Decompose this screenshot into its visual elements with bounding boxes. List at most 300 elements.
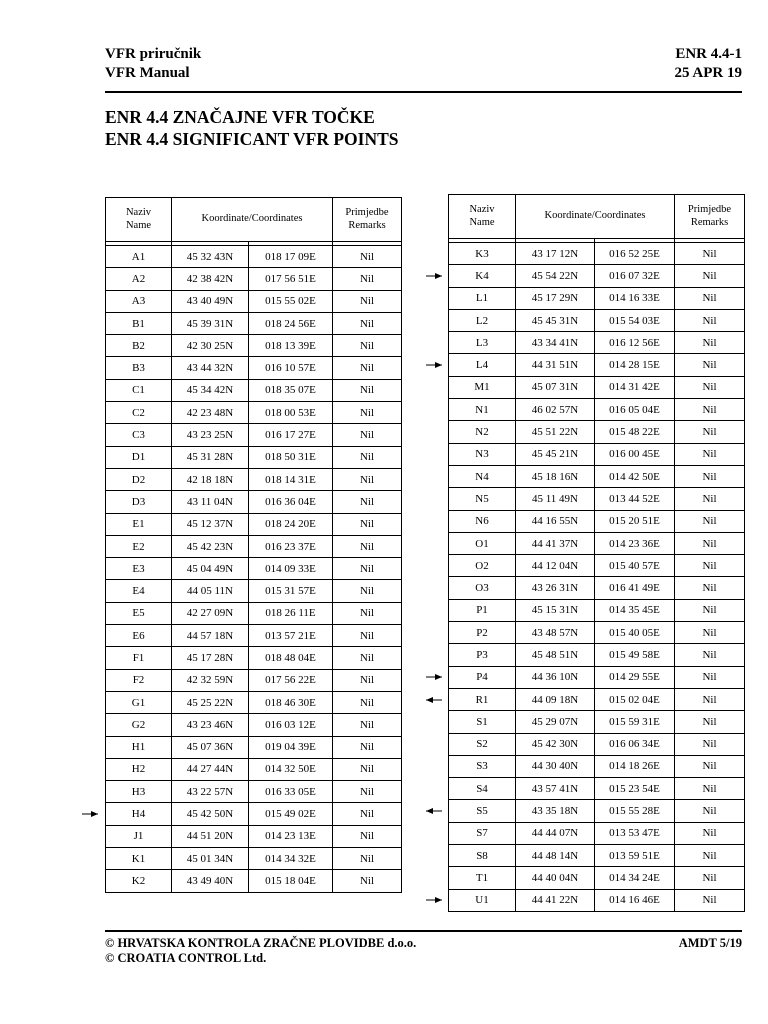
remarks-column-header: Primjedbe Remarks	[675, 195, 745, 239]
latitude-cell: 45 18 16N	[516, 465, 595, 487]
issue-date: 25 APR 19	[674, 65, 742, 81]
table-row	[106, 535, 402, 557]
latitude-cell: 43 23 25N	[172, 424, 249, 446]
point-name-cell: E3	[106, 558, 172, 580]
remarks-column-header: Primjedbe Remarks	[333, 198, 402, 242]
vfr-points-table-left	[105, 197, 402, 893]
point-name-cell: B3	[106, 357, 172, 379]
remark-cell: Nil	[333, 268, 402, 290]
point-name-cell: T1	[449, 867, 516, 889]
table-row	[106, 468, 402, 490]
point-name-cell: S3	[449, 755, 516, 777]
point-name-cell: N3	[449, 443, 516, 465]
longitude-cell: 015 20 51E	[595, 510, 675, 532]
remark-cell: Nil	[333, 468, 402, 490]
latitude-cell: 45 51 22N	[516, 421, 595, 443]
remark-cell: Nil	[333, 491, 402, 513]
table-row	[449, 510, 745, 532]
point-name-cell: N6	[449, 510, 516, 532]
point-name-cell: E4	[106, 580, 172, 602]
table-row	[449, 711, 745, 733]
remark-cell: Nil	[333, 312, 402, 334]
latitude-cell: 44 30 40N	[516, 755, 595, 777]
remark-cell: Nil	[675, 845, 745, 867]
amendment-number: AMDT 5/19	[678, 936, 742, 950]
point-name-cell: P1	[449, 599, 516, 621]
remark-cell: Nil	[333, 870, 402, 892]
longitude-cell: 014 09 33E	[249, 558, 333, 580]
remark-cell: Nil	[675, 488, 745, 510]
latitude-cell: 45 34 42N	[172, 379, 249, 401]
longitude-cell: 016 41 49E	[595, 577, 675, 599]
point-name-cell: H2	[106, 758, 172, 780]
longitude-cell: 016 07 32E	[595, 265, 675, 287]
table-header-row	[449, 195, 745, 239]
latitude-cell: 45 31 28N	[172, 446, 249, 468]
table-row	[449, 622, 745, 644]
point-name-cell: J1	[106, 825, 172, 847]
page-number: ENR 4.4-1	[675, 46, 742, 62]
table-row	[106, 625, 402, 647]
longitude-cell: 015 59 31E	[595, 711, 675, 733]
longitude-cell: 018 50 31E	[249, 446, 333, 468]
latitude-cell: 43 26 31N	[516, 577, 595, 599]
remark-cell: Nil	[333, 758, 402, 780]
table-row	[106, 357, 402, 379]
remark-cell: Nil	[675, 599, 745, 621]
point-name-cell: L2	[449, 309, 516, 331]
longitude-cell: 016 17 27E	[249, 424, 333, 446]
latitude-cell: 44 36 10N	[516, 666, 595, 688]
remark-cell: Nil	[675, 577, 745, 599]
remark-cell: Nil	[675, 666, 745, 688]
remark-cell: Nil	[675, 443, 745, 465]
longitude-cell: 014 31 42E	[595, 376, 675, 398]
latitude-cell: 44 41 37N	[516, 532, 595, 554]
longitude-cell: 018 13 39E	[249, 335, 333, 357]
point-name-cell: G2	[106, 714, 172, 736]
point-name-cell: B2	[106, 335, 172, 357]
point-name-cell: D1	[106, 446, 172, 468]
name-column-header: Naziv Name	[449, 195, 516, 239]
latitude-cell: 44 09 18N	[516, 688, 595, 710]
remark-cell: Nil	[675, 822, 745, 844]
latitude-cell: 42 32 59N	[172, 669, 249, 691]
name-column-header: Naziv Name	[106, 198, 172, 242]
table-row	[449, 354, 745, 376]
table-row	[106, 848, 402, 870]
table-row	[449, 399, 745, 421]
point-name-cell: O2	[449, 555, 516, 577]
latitude-cell: 42 27 09N	[172, 602, 249, 624]
longitude-cell: 018 14 31E	[249, 468, 333, 490]
point-name-cell: S7	[449, 822, 516, 844]
remark-cell: Nil	[333, 357, 402, 379]
change-marker-arrow-icon	[82, 810, 98, 818]
point-name-cell: F1	[106, 647, 172, 669]
remark-cell: Nil	[333, 781, 402, 803]
header-left	[105, 45, 201, 83]
point-name-cell: K2	[106, 870, 172, 892]
longitude-cell: 014 23 13E	[249, 825, 333, 847]
table-row	[449, 332, 745, 354]
point-name-cell: R1	[449, 688, 516, 710]
latitude-cell: 45 12 37N	[172, 513, 249, 535]
table-row	[106, 825, 402, 847]
latitude-cell: 45 45 31N	[516, 309, 595, 331]
remark-cell: Nil	[675, 800, 745, 822]
remark-cell: Nil	[333, 669, 402, 691]
point-name-cell: O3	[449, 577, 516, 599]
point-name-cell: C1	[106, 379, 172, 401]
copyright-en: © CROATIA CONTROL Ltd.	[105, 951, 267, 965]
longitude-cell: 013 59 51E	[595, 845, 675, 867]
table-row	[449, 555, 745, 577]
coordinates-column-header: Koordinate/Coordinates	[516, 195, 675, 239]
latitude-cell: 43 35 18N	[516, 800, 595, 822]
latitude-cell: 45 25 22N	[172, 691, 249, 713]
latitude-cell: 43 57 41N	[516, 778, 595, 800]
header-right	[675, 45, 743, 83]
coordinates-column-header: Koordinate/Coordinates	[172, 198, 333, 242]
point-name-cell: P2	[449, 622, 516, 644]
section-title-en: ENR 4.4 SIGNIFICANT VFR POINTS	[105, 129, 399, 149]
remark-cell: Nil	[333, 625, 402, 647]
remark-cell: Nil	[675, 465, 745, 487]
remark-cell: Nil	[675, 622, 745, 644]
table-row	[449, 532, 745, 554]
remark-cell: Nil	[333, 402, 402, 424]
longitude-cell: 015 55 02E	[249, 290, 333, 312]
table-row	[106, 602, 402, 624]
longitude-cell: 017 56 22E	[249, 669, 333, 691]
longitude-cell: 015 31 57E	[249, 580, 333, 602]
latitude-cell: 45 07 31N	[516, 376, 595, 398]
latitude-cell: 45 07 36N	[172, 736, 249, 758]
remark-cell: Nil	[333, 647, 402, 669]
table-row	[106, 714, 402, 736]
point-name-cell: H1	[106, 736, 172, 758]
remark-cell: Nil	[333, 580, 402, 602]
point-name-cell: H4	[106, 803, 172, 825]
latitude-cell: 45 17 29N	[516, 287, 595, 309]
remark-cell: Nil	[675, 287, 745, 309]
table-row	[449, 845, 745, 867]
latitude-cell: 44 27 44N	[172, 758, 249, 780]
point-name-cell: K3	[449, 243, 516, 265]
longitude-cell: 017 56 51E	[249, 268, 333, 290]
latitude-cell: 45 29 07N	[516, 711, 595, 733]
table-row	[106, 312, 402, 334]
table-row	[106, 781, 402, 803]
remark-cell: Nil	[333, 803, 402, 825]
change-marker-arrow-icon	[426, 696, 442, 704]
point-name-cell: G1	[106, 691, 172, 713]
table-row	[106, 335, 402, 357]
latitude-cell: 43 23 46N	[172, 714, 249, 736]
point-name-cell: D2	[106, 468, 172, 490]
point-name-cell: A3	[106, 290, 172, 312]
latitude-cell: 43 44 32N	[172, 357, 249, 379]
longitude-cell: 016 33 05E	[249, 781, 333, 803]
point-name-cell: B1	[106, 312, 172, 334]
longitude-cell: 016 05 04E	[595, 399, 675, 421]
remark-cell: Nil	[675, 243, 745, 265]
footer-copyright	[105, 936, 416, 966]
remark-cell: Nil	[675, 354, 745, 376]
longitude-cell: 016 06 34E	[595, 733, 675, 755]
longitude-cell: 016 12 56E	[595, 332, 675, 354]
table-row	[449, 889, 745, 911]
point-name-cell: P3	[449, 644, 516, 666]
remark-cell: Nil	[333, 848, 402, 870]
remark-cell: Nil	[675, 510, 745, 532]
remark-cell: Nil	[675, 332, 745, 354]
header-rule	[105, 91, 742, 93]
longitude-cell: 015 49 58E	[595, 644, 675, 666]
longitude-cell: 018 26 11E	[249, 602, 333, 624]
longitude-cell: 016 36 04E	[249, 491, 333, 513]
remark-cell: Nil	[675, 733, 745, 755]
latitude-cell: 43 22 57N	[172, 781, 249, 803]
point-name-cell: N4	[449, 465, 516, 487]
longitude-cell: 015 48 22E	[595, 421, 675, 443]
point-name-cell: N5	[449, 488, 516, 510]
remark-cell: Nil	[675, 421, 745, 443]
latitude-cell: 44 05 11N	[172, 580, 249, 602]
point-name-cell: E1	[106, 513, 172, 535]
table-row	[106, 736, 402, 758]
longitude-cell: 015 40 05E	[595, 622, 675, 644]
point-name-cell: S8	[449, 845, 516, 867]
latitude-cell: 42 38 42N	[172, 268, 249, 290]
point-name-cell: L1	[449, 287, 516, 309]
longitude-cell: 014 42 50E	[595, 465, 675, 487]
latitude-cell: 42 30 25N	[172, 335, 249, 357]
remark-cell: Nil	[675, 889, 745, 911]
remark-cell: Nil	[675, 688, 745, 710]
remark-cell: Nil	[333, 246, 402, 268]
longitude-cell: 016 10 57E	[249, 357, 333, 379]
longitude-cell: 018 17 09E	[249, 246, 333, 268]
longitude-cell: 015 02 04E	[595, 688, 675, 710]
latitude-cell: 45 17 28N	[172, 647, 249, 669]
remark-cell: Nil	[333, 558, 402, 580]
table-row	[449, 599, 745, 621]
latitude-cell: 43 34 41N	[516, 332, 595, 354]
table-row	[106, 558, 402, 580]
table-row	[449, 733, 745, 755]
latitude-cell: 44 48 14N	[516, 845, 595, 867]
longitude-cell: 018 24 20E	[249, 513, 333, 535]
latitude-cell: 45 45 21N	[516, 443, 595, 465]
table-row	[106, 647, 402, 669]
point-name-cell: A1	[106, 246, 172, 268]
latitude-cell: 45 15 31N	[516, 599, 595, 621]
section-title	[105, 106, 399, 150]
table-row	[449, 488, 745, 510]
table-row	[449, 443, 745, 465]
table-row	[449, 265, 745, 287]
longitude-cell: 015 55 28E	[595, 800, 675, 822]
remark-cell: Nil	[333, 691, 402, 713]
longitude-cell: 018 35 07E	[249, 379, 333, 401]
latitude-cell: 46 02 57N	[516, 399, 595, 421]
remark-cell: Nil	[333, 602, 402, 624]
latitude-cell: 45 11 49N	[516, 488, 595, 510]
longitude-cell: 016 23 37E	[249, 535, 333, 557]
longitude-cell: 015 54 03E	[595, 309, 675, 331]
point-name-cell: F2	[106, 669, 172, 691]
remark-cell: Nil	[333, 714, 402, 736]
longitude-cell: 018 24 56E	[249, 312, 333, 334]
table-row	[106, 379, 402, 401]
latitude-cell: 45 32 43N	[172, 246, 249, 268]
longitude-cell: 013 44 52E	[595, 488, 675, 510]
remark-cell: Nil	[675, 555, 745, 577]
table-row	[106, 513, 402, 535]
table-row	[449, 778, 745, 800]
remark-cell: Nil	[333, 825, 402, 847]
point-name-cell: S1	[449, 711, 516, 733]
point-name-cell: L4	[449, 354, 516, 376]
remark-cell: Nil	[675, 867, 745, 889]
remark-cell: Nil	[675, 532, 745, 554]
longitude-cell: 014 34 24E	[595, 867, 675, 889]
latitude-cell: 44 31 51N	[516, 354, 595, 376]
remark-cell: Nil	[333, 446, 402, 468]
manual-title-en: VFR Manual	[105, 65, 190, 81]
latitude-cell: 44 41 22N	[516, 889, 595, 911]
point-name-cell: O1	[449, 532, 516, 554]
longitude-cell: 014 23 36E	[595, 532, 675, 554]
table-row	[106, 870, 402, 892]
longitude-cell: 013 53 47E	[595, 822, 675, 844]
table-row	[449, 800, 745, 822]
remark-cell: Nil	[675, 265, 745, 287]
table-row	[106, 669, 402, 691]
latitude-cell: 45 42 30N	[516, 733, 595, 755]
longitude-cell: 014 35 45E	[595, 599, 675, 621]
latitude-cell: 44 44 07N	[516, 822, 595, 844]
longitude-cell: 013 57 21E	[249, 625, 333, 647]
longitude-cell: 019 04 39E	[249, 736, 333, 758]
table-row	[449, 688, 745, 710]
longitude-cell: 014 29 55E	[595, 666, 675, 688]
longitude-cell: 018 46 30E	[249, 691, 333, 713]
longitude-cell: 014 18 26E	[595, 755, 675, 777]
latitude-cell: 45 48 51N	[516, 644, 595, 666]
latitude-cell: 43 11 04N	[172, 491, 249, 513]
table-row	[106, 402, 402, 424]
remark-cell: Nil	[675, 309, 745, 331]
latitude-cell: 45 04 49N	[172, 558, 249, 580]
table-row	[449, 309, 745, 331]
longitude-cell: 015 23 54E	[595, 778, 675, 800]
latitude-cell: 43 40 49N	[172, 290, 249, 312]
latitude-cell: 43 48 57N	[516, 622, 595, 644]
point-name-cell: S4	[449, 778, 516, 800]
remark-cell: Nil	[333, 535, 402, 557]
point-name-cell: L3	[449, 332, 516, 354]
longitude-cell: 014 34 32E	[249, 848, 333, 870]
latitude-cell: 45 42 50N	[172, 803, 249, 825]
point-name-cell: S2	[449, 733, 516, 755]
longitude-cell: 016 03 12E	[249, 714, 333, 736]
remark-cell: Nil	[675, 778, 745, 800]
longitude-cell: 014 28 15E	[595, 354, 675, 376]
longitude-cell: 016 52 25E	[595, 243, 675, 265]
remark-cell: Nil	[675, 711, 745, 733]
latitude-cell: 44 51 20N	[172, 825, 249, 847]
table-row	[449, 644, 745, 666]
latitude-cell: 44 40 04N	[516, 867, 595, 889]
remark-cell: Nil	[333, 424, 402, 446]
remark-cell: Nil	[333, 736, 402, 758]
table-row	[106, 491, 402, 513]
latitude-cell: 45 39 31N	[172, 312, 249, 334]
remark-cell: Nil	[675, 399, 745, 421]
remark-cell: Nil	[333, 290, 402, 312]
point-name-cell: K4	[449, 265, 516, 287]
change-marker-arrow-icon	[426, 361, 442, 369]
longitude-cell: 015 18 04E	[249, 870, 333, 892]
section-title-hr: ENR 4.4 ZNAČAJNE VFR TOČKE	[105, 107, 375, 127]
table-row	[106, 290, 402, 312]
remark-cell: Nil	[333, 513, 402, 535]
change-marker-arrow-icon	[426, 807, 442, 815]
table-row	[449, 421, 745, 443]
point-name-cell: A2	[106, 268, 172, 290]
point-name-cell: N2	[449, 421, 516, 443]
table-row	[106, 691, 402, 713]
longitude-cell: 015 40 57E	[595, 555, 675, 577]
table-row	[449, 822, 745, 844]
remark-cell: Nil	[333, 335, 402, 357]
table-row	[106, 268, 402, 290]
longitude-cell: 018 00 53E	[249, 402, 333, 424]
point-name-cell: U1	[449, 889, 516, 911]
change-marker-arrow-icon	[426, 896, 442, 904]
longitude-cell: 018 48 04E	[249, 647, 333, 669]
latitude-cell: 44 57 18N	[172, 625, 249, 647]
manual-title-hr: VFR priručnik	[105, 46, 202, 62]
table-row	[449, 867, 745, 889]
point-name-cell: P4	[449, 666, 516, 688]
table-row	[449, 465, 745, 487]
longitude-cell: 015 49 02E	[249, 803, 333, 825]
point-name-cell: E2	[106, 535, 172, 557]
longitude-cell: 014 16 46E	[595, 889, 675, 911]
table-header-row	[106, 198, 402, 242]
point-name-cell: N1	[449, 399, 516, 421]
point-name-cell: H3	[106, 781, 172, 803]
table-row	[106, 758, 402, 780]
remark-cell: Nil	[675, 755, 745, 777]
table-row	[106, 424, 402, 446]
point-name-cell: C3	[106, 424, 172, 446]
longitude-cell: 016 00 45E	[595, 443, 675, 465]
table-row	[106, 803, 402, 825]
change-marker-arrow-icon	[426, 272, 442, 280]
vfr-points-table-right	[448, 194, 745, 912]
table-row	[106, 446, 402, 468]
table-row	[106, 580, 402, 602]
remark-cell: Nil	[675, 376, 745, 398]
latitude-cell: 42 23 48N	[172, 402, 249, 424]
latitude-cell: 43 49 40N	[172, 870, 249, 892]
footer-rule	[105, 930, 742, 932]
